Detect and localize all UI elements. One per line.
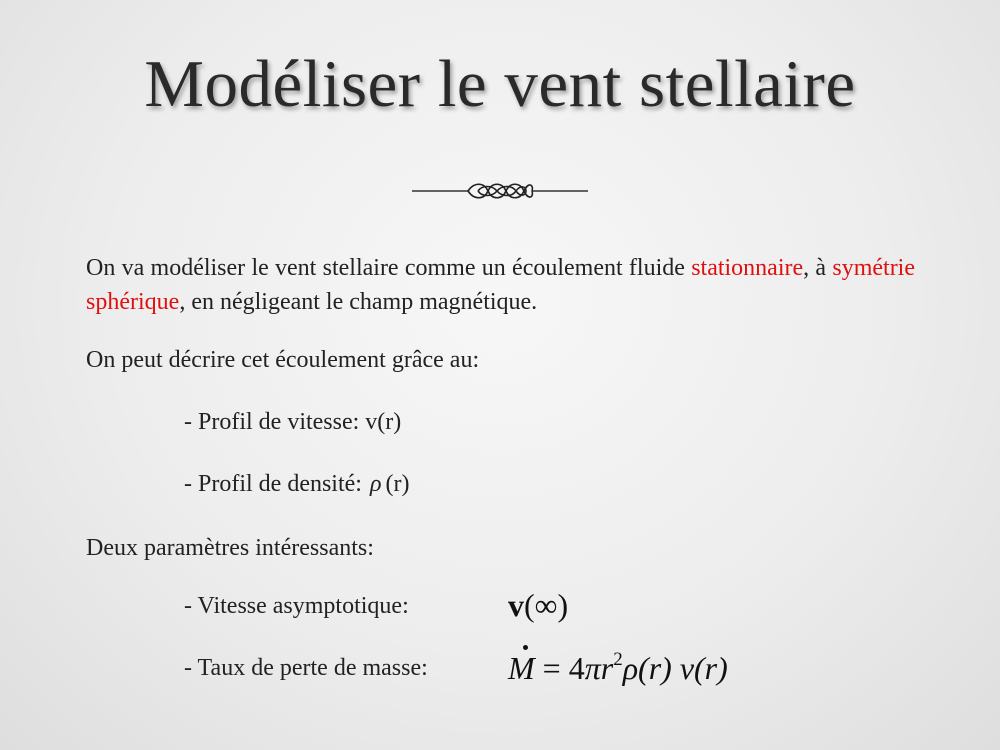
density-suffix: (r) [385,471,410,497]
highlight-symetrie: symétrie sphérique [86,255,915,315]
formula-exponent: 2 [613,649,623,670]
asymptotic-velocity-formula [508,585,568,625]
formula-pi-r: πr [584,650,614,686]
slide-title: Modéliser le vent stellaire [144,47,856,121]
formula-infinity: (∞) [524,587,569,623]
density-label: - Profil de densité: [184,471,362,497]
formula-rest: ρ(r) ν(r) [622,650,728,686]
intro-paragraph [86,251,915,319]
intro-text-3: , en négligeant le champ magnétique. [179,289,538,315]
ornament-divider-icon [412,176,588,206]
formula-v: v [508,587,524,623]
formula-eq: = 4 [534,650,585,686]
parameters-paragraph: Deux paramètres intéressants: [86,535,374,561]
highlight-stationnaire: stationnaire [691,255,804,281]
velocity-profile-item: - Profil de vitesse: v(r) [184,409,402,435]
description-paragraph: On peut décrire cet écoulement grâce au: [86,347,480,373]
intro-text-2: , à [803,255,833,281]
density-profile-item [184,467,409,501]
asymptotic-velocity-item: - Vitesse asymptotique: [184,593,409,619]
mass-loss-formula [508,648,728,688]
mass-loss-item: - Taux de perte de masse: [184,655,428,681]
rho-symbol: ρ [369,471,382,497]
formula-mdot: M [508,650,535,686]
intro-text-1: On va modéliser le vent stellaire comme un écoulement fluide [86,255,692,281]
